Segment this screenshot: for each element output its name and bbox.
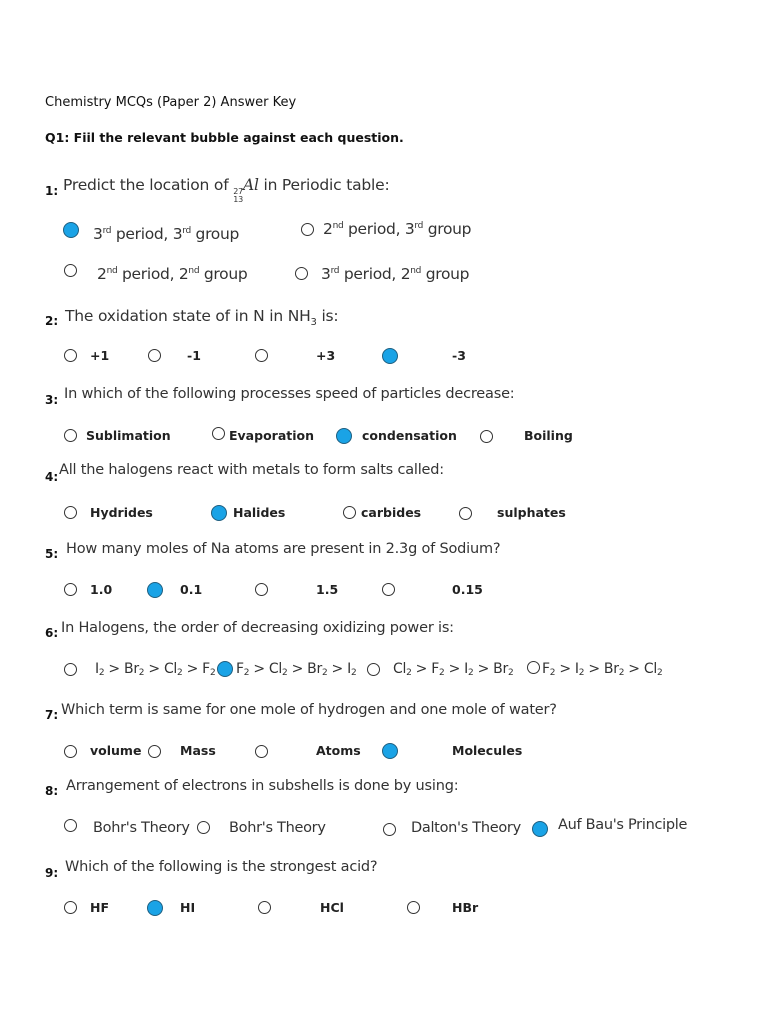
option-bubble[interactable] — [255, 583, 268, 596]
option-label: Mass — [180, 743, 216, 758]
bubble-filled-icon[interactable] — [147, 900, 163, 916]
instruction-text: Q1: Fiil the relevant bubble against each question. — [45, 130, 404, 145]
option-bubble[interactable] — [532, 821, 548, 837]
option-bubble[interactable] — [336, 428, 352, 444]
question-number: 6: — [45, 626, 59, 640]
bubble-empty-icon[interactable] — [255, 349, 268, 362]
option-bubble[interactable] — [147, 900, 163, 916]
option-bubble[interactable] — [258, 901, 271, 914]
bubble-filled-icon[interactable] — [147, 582, 163, 598]
option-label: Bohr's Theory — [93, 820, 190, 836]
option-label: HI — [180, 900, 196, 915]
bubble-empty-icon[interactable] — [527, 661, 540, 674]
bubble-empty-icon[interactable] — [255, 745, 268, 758]
question-number: 8: — [45, 784, 59, 798]
option-bubble[interactable] — [64, 819, 77, 832]
option-label: $I_2 > Br_2 > Cl_2 > F_2$ — [95, 661, 216, 678]
option-bubble[interactable] — [148, 349, 161, 362]
bubble-filled-icon[interactable] — [63, 222, 79, 238]
bubble-filled-icon[interactable] — [382, 743, 398, 759]
option-label: 3rd period, 2nd group — [321, 265, 470, 283]
option-label: condensation — [362, 428, 457, 443]
option-bubble[interactable] — [367, 663, 380, 676]
option-label: Sublimation — [86, 428, 171, 443]
bubble-filled-icon[interactable] — [532, 821, 548, 837]
option-bubble[interactable] — [64, 264, 77, 277]
question-text: Arrangement of electrons in subshells is done by using: — [66, 778, 459, 794]
bubble-empty-icon[interactable] — [367, 663, 380, 676]
bubble-empty-icon[interactable] — [480, 430, 493, 443]
option-bubble[interactable] — [255, 745, 268, 758]
bubble-empty-icon[interactable] — [258, 901, 271, 914]
option-label: $Cl_2 > F_2 > I_2 > Br_2$ — [393, 661, 514, 678]
option-label: HF — [90, 900, 110, 915]
option-bubble[interactable] — [212, 427, 225, 440]
bubble-empty-icon[interactable] — [255, 583, 268, 596]
question-number: 3: — [45, 393, 59, 407]
bubble-filled-icon[interactable] — [382, 348, 398, 364]
option-label: 2nd period, 3rd group — [323, 220, 472, 238]
question-text: How many moles of Na atoms are present in 2.3g of Sodium? — [66, 541, 501, 557]
option-label: 3rd period, 3rd group — [93, 225, 240, 243]
option-bubble[interactable] — [64, 745, 77, 758]
option-bubble[interactable] — [527, 661, 540, 674]
option-label: Evaporation — [229, 428, 315, 443]
option-bubble[interactable] — [382, 583, 395, 596]
option-label: +3 — [316, 348, 336, 363]
option-bubble[interactable] — [383, 823, 396, 836]
option-label: 0.15 — [452, 582, 483, 597]
option-bubble[interactable] — [343, 506, 356, 519]
option-bubble[interactable] — [211, 505, 227, 521]
option-label: Halides — [233, 505, 286, 520]
bubble-empty-icon[interactable] — [295, 267, 308, 280]
option-label: carbides — [361, 505, 422, 520]
option-label: HCl — [320, 900, 344, 915]
option-label: Molecules — [452, 743, 523, 758]
bubble-filled-icon[interactable] — [211, 505, 227, 521]
bubble-empty-icon[interactable] — [382, 583, 395, 596]
question-text: The oxidation state of in N in $NH_3$ is: — [65, 307, 339, 329]
question-text: In which of the following processes speed of particles decrease: — [64, 386, 515, 402]
option-bubble[interactable] — [459, 507, 472, 520]
question-number: 9: — [45, 866, 59, 880]
option-label: $F_2 > Cl_2 > Br_2 > I_2$ — [236, 661, 357, 678]
option-label: +1 — [90, 348, 110, 363]
bubble-empty-icon[interactable] — [64, 506, 77, 519]
option-label: Boiling — [524, 428, 573, 443]
option-label: $F_2 > I_2 > Br_2 > Cl_2$ — [542, 661, 663, 678]
option-bubble[interactable] — [64, 349, 77, 362]
bubble-empty-icon[interactable] — [212, 427, 225, 440]
option-bubble[interactable] — [64, 901, 77, 914]
question-text: In Halogens, the order of decreasing oxidizing power is: — [61, 620, 454, 636]
option-bubble[interactable] — [217, 661, 233, 677]
option-label: HBr — [452, 900, 479, 915]
option-bubble[interactable] — [301, 223, 314, 236]
option-label: -1 — [187, 348, 201, 363]
option-bubble[interactable] — [64, 506, 77, 519]
bubble-empty-icon[interactable] — [64, 583, 77, 596]
option-label: Bohr's Theory — [229, 820, 326, 836]
question-number: 7: — [45, 708, 59, 722]
option-bubble[interactable] — [64, 583, 77, 596]
question-number: 5: — [45, 547, 59, 561]
option-bubble[interactable] — [382, 348, 398, 364]
option-bubble[interactable] — [255, 349, 268, 362]
option-bubble[interactable] — [382, 743, 398, 759]
option-bubble[interactable] — [64, 663, 77, 676]
question-number: 1: — [45, 184, 59, 198]
bubble-empty-icon[interactable] — [343, 506, 356, 519]
question-number: 2: — [45, 314, 59, 328]
option-label: 0.1 — [180, 582, 203, 597]
option-label: 1.0 — [90, 582, 113, 597]
option-label: Atoms — [316, 743, 361, 758]
option-bubble[interactable] — [64, 429, 77, 442]
option-label: Hydrides — [90, 505, 153, 520]
bubble-empty-icon[interactable] — [383, 823, 396, 836]
option-bubble[interactable] — [197, 821, 210, 834]
option-bubble[interactable] — [407, 901, 420, 914]
question-text: All the halogens react with metals to form salts called: — [59, 462, 444, 478]
bubble-empty-icon[interactable] — [459, 507, 472, 520]
document-title: Chemistry MCQs (Paper 2) Answer Key — [45, 95, 297, 110]
bubble-empty-icon[interactable] — [64, 819, 77, 832]
bubble-empty-icon[interactable] — [64, 264, 77, 277]
question-text: Which term is same for one mole of hydrogen and one mole of water? — [61, 702, 557, 718]
option-label: 1.5 — [316, 582, 339, 597]
option-label: 2nd period, 2nd group — [97, 265, 248, 283]
bubble-empty-icon[interactable] — [64, 745, 77, 758]
option-bubble[interactable] — [480, 430, 493, 443]
bubble-empty-icon[interactable] — [148, 745, 161, 758]
question-text: Predict the location of 27 13 Al in Periodic table: — [63, 176, 390, 204]
bubble-empty-icon[interactable] — [197, 821, 210, 834]
option-label: volume — [90, 743, 142, 758]
bubble-empty-icon[interactable] — [407, 901, 420, 914]
option-bubble[interactable] — [148, 745, 161, 758]
bubble-empty-icon[interactable] — [64, 663, 77, 676]
question-number: 4: — [45, 470, 59, 484]
bubble-empty-icon[interactable] — [64, 901, 77, 914]
question-text: Which of the following is the strongest acid? — [65, 859, 378, 875]
option-bubble[interactable] — [147, 582, 163, 598]
option-label: Dalton's Theory — [411, 820, 521, 836]
option-label: sulphates — [497, 505, 566, 520]
option-bubble[interactable] — [295, 267, 308, 280]
option-label: -3 — [452, 348, 466, 363]
option-label: Auf Bau's Principle — [558, 817, 688, 833]
bubble-empty-icon[interactable] — [64, 429, 77, 442]
bubble-filled-icon[interactable] — [217, 661, 233, 677]
bubble-filled-icon[interactable] — [336, 428, 352, 444]
bubble-empty-icon[interactable] — [301, 223, 314, 236]
bubble-empty-icon[interactable] — [148, 349, 161, 362]
option-bubble[interactable] — [63, 222, 79, 238]
bubble-empty-icon[interactable] — [64, 349, 77, 362]
